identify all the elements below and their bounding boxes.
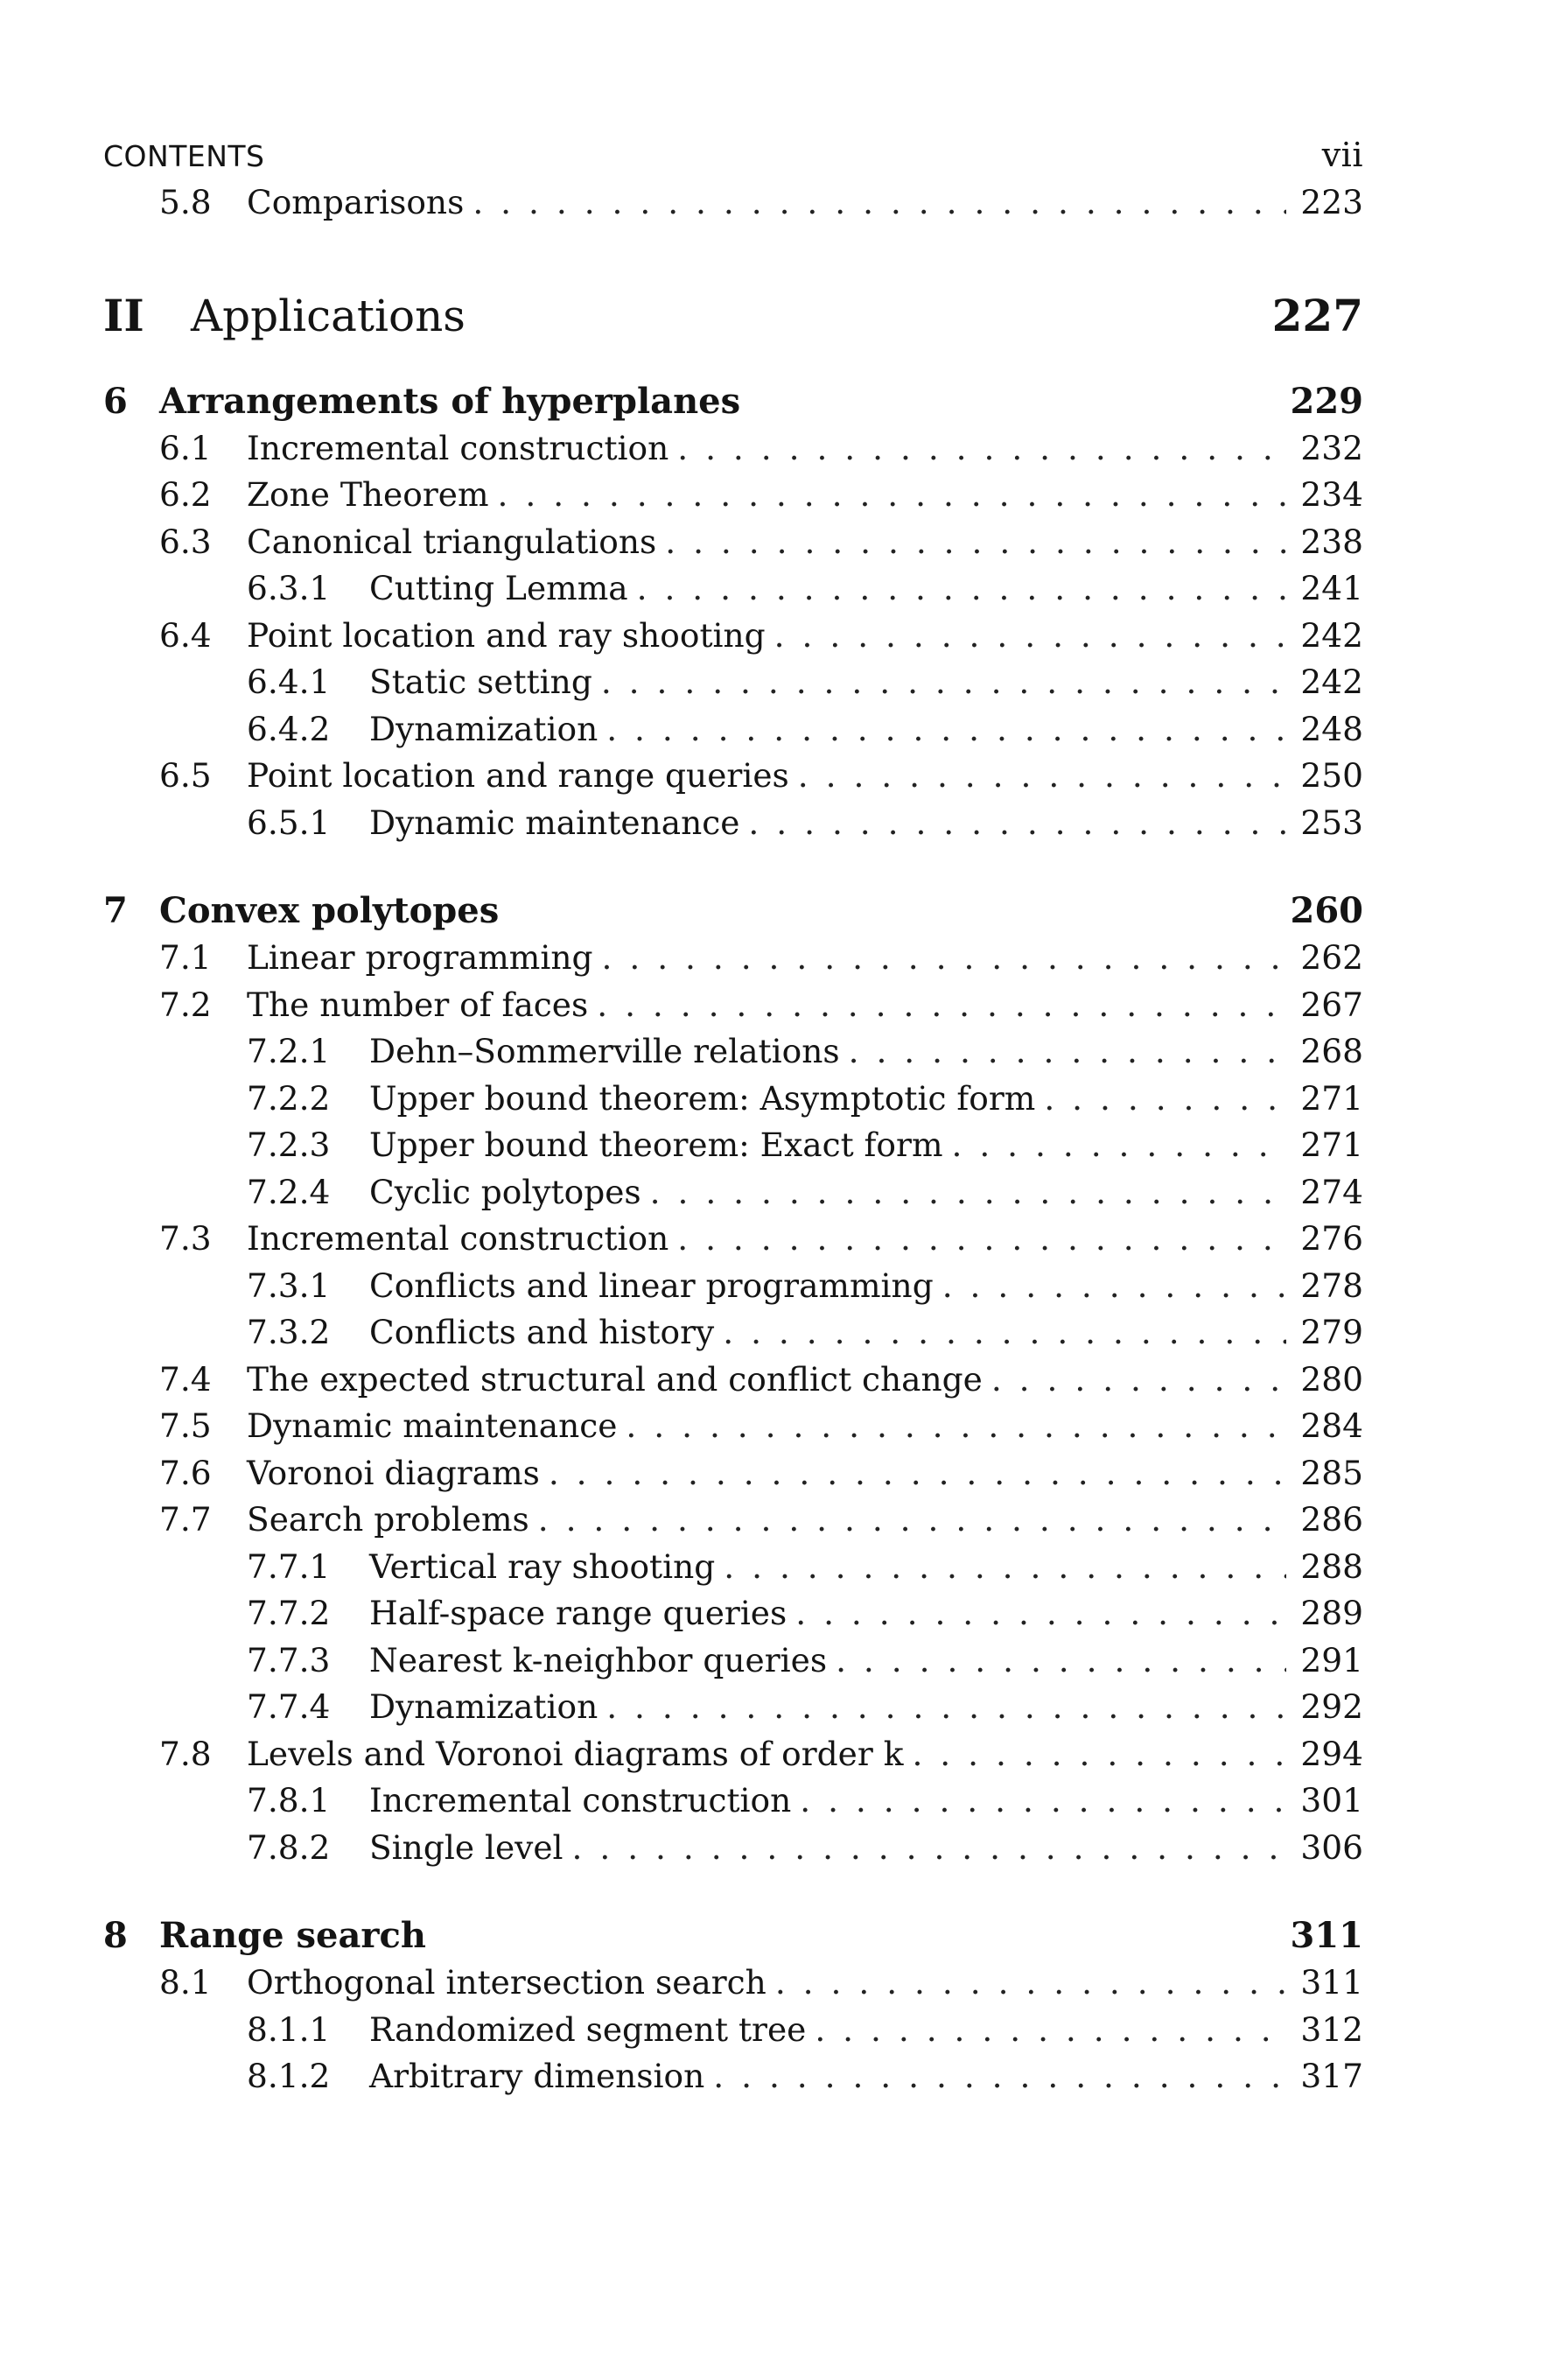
toc-entry-title: Incremental construction bbox=[247, 428, 669, 467]
toc-page bbox=[103, 136, 1363, 2104]
toc-entry-title: Range search bbox=[159, 1915, 426, 1956]
toc-entry-number: II bbox=[103, 289, 144, 341]
dot-leader bbox=[724, 1547, 1286, 1586]
toc-entry-page-number: 271 bbox=[1300, 1125, 1363, 1164]
toc-entry-number: 8.1.1 bbox=[247, 2009, 331, 2049]
toc-entry-title: Point location and ray shooting bbox=[247, 615, 766, 655]
toc-subsection-7-3-1[interactable] bbox=[103, 1266, 1363, 1314]
toc-entry-page-number: 289 bbox=[1300, 1594, 1363, 1632]
toc-entry-title: Upper bound theorem: Exact form bbox=[369, 1125, 943, 1164]
dot-leader bbox=[775, 1963, 1286, 2002]
toc-entry-page-number: 288 bbox=[1300, 1546, 1363, 1586]
dot-leader bbox=[549, 1454, 1286, 1492]
dot-leader bbox=[665, 522, 1286, 561]
toc-entry-number: 5.8 bbox=[159, 183, 212, 221]
toc-chapter-7[interactable] bbox=[103, 890, 1363, 938]
toc-part-II[interactable] bbox=[103, 290, 1363, 368]
dot-leader bbox=[472, 183, 1286, 221]
toc-entry-number: 7.3.2 bbox=[247, 1313, 331, 1351]
toc-entry-page-number: 286 bbox=[1300, 1500, 1363, 1539]
toc-entry-title: Zone Theorem bbox=[247, 475, 489, 514]
dot-leader bbox=[815, 2010, 1286, 2049]
toc-entry-page-number: 260 bbox=[1290, 890, 1363, 931]
toc-entry-number: 6.3.1 bbox=[247, 569, 331, 607]
dot-leader bbox=[774, 616, 1286, 655]
dot-leader bbox=[713, 2057, 1286, 2095]
toc-entry-title: Randomized segment tree bbox=[369, 2009, 807, 2049]
toc-entry-page-number: 223 bbox=[1300, 183, 1363, 221]
toc-entry-number: 7.7.3 bbox=[247, 1640, 331, 1679]
toc-entry-page-number: 291 bbox=[1300, 1640, 1363, 1679]
toc-entry-page-number: 292 bbox=[1300, 1687, 1363, 1726]
toc-entry-title: The number of faces bbox=[247, 985, 589, 1024]
dot-leader bbox=[912, 1735, 1286, 1773]
dot-leader bbox=[991, 1360, 1286, 1399]
toc-entry-number: 7.2 bbox=[159, 985, 212, 1024]
toc-entry-page-number: 274 bbox=[1300, 1172, 1363, 1211]
toc-entry-number: 6.4.1 bbox=[247, 663, 331, 701]
toc-section-7-2[interactable] bbox=[103, 985, 1363, 1033]
toc-entry-title: Voronoi diagrams bbox=[247, 1453, 540, 1492]
toc-chapter-8[interactable] bbox=[103, 1915, 1363, 1963]
toc-section-8-1[interactable] bbox=[103, 1963, 1363, 2010]
toc-entry-number: 7.5 bbox=[159, 1406, 212, 1445]
toc-entry-number: 6.2 bbox=[159, 475, 212, 514]
toc-entry-page-number: 227 bbox=[1271, 289, 1363, 341]
toc-entry-page-number: 267 bbox=[1300, 985, 1363, 1024]
toc-chapter-6[interactable] bbox=[103, 381, 1363, 429]
toc-entry-page-number: 317 bbox=[1300, 2057, 1363, 2095]
toc-entry-page-number: 312 bbox=[1300, 2009, 1363, 2049]
toc-section-6-2[interactable] bbox=[103, 475, 1363, 522]
toc-entry-page-number: 238 bbox=[1300, 522, 1363, 561]
toc-subsection-7-7-3[interactable] bbox=[103, 1641, 1363, 1688]
toc-subsection-7-2-2[interactable] bbox=[103, 1079, 1363, 1126]
toc-entry-title: Orthogonal intersection search bbox=[247, 1963, 766, 2002]
running-head-page-number: vii bbox=[1321, 136, 1363, 174]
toc-entry-page-number: 241 bbox=[1300, 569, 1363, 607]
dot-leader bbox=[597, 985, 1286, 1024]
toc-entry-title: Conflicts and linear programming bbox=[369, 1266, 934, 1305]
toc-subsection-6-4-1[interactable] bbox=[103, 663, 1363, 710]
toc-section-7-7[interactable] bbox=[103, 1500, 1363, 1547]
toc-entry-title: The expected structural and conflict change bbox=[247, 1359, 983, 1399]
toc-entry-page-number: 250 bbox=[1300, 756, 1363, 795]
toc-entry-number: 6.4 bbox=[159, 615, 212, 655]
toc-section-5-8[interactable] bbox=[103, 183, 1363, 230]
toc-entry-title: Linear programming bbox=[247, 938, 593, 977]
toc-entry-number: 6.1 bbox=[159, 428, 212, 467]
toc-entry-number: 7.7 bbox=[159, 1500, 212, 1539]
dot-leader bbox=[572, 1828, 1286, 1867]
toc-entry-page-number: 294 bbox=[1300, 1734, 1363, 1773]
toc-subsection-8-1-2[interactable] bbox=[103, 2057, 1363, 2104]
toc-entry-number: 7.3.1 bbox=[247, 1266, 331, 1305]
toc-entry-number: 7.3 bbox=[159, 1219, 212, 1258]
toc-entry-number: 7.7.1 bbox=[247, 1546, 331, 1586]
toc-entry-title: Comparisons bbox=[247, 183, 465, 221]
dot-leader bbox=[800, 1781, 1286, 1820]
dot-leader bbox=[798, 756, 1286, 795]
toc-entry-number: 7.7.2 bbox=[247, 1594, 331, 1632]
toc-entry-number: 7.8.1 bbox=[247, 1781, 331, 1820]
toc-section-7-8[interactable] bbox=[103, 1735, 1363, 1782]
toc-entry-title: Single level bbox=[369, 1827, 564, 1867]
toc-entry-page-number: 278 bbox=[1300, 1266, 1363, 1305]
toc-section-6-4[interactable] bbox=[103, 616, 1363, 663]
toc-entry-page-number: 284 bbox=[1300, 1406, 1363, 1445]
toc-entry-number: 6.5 bbox=[159, 756, 212, 795]
toc-entry-title: Point location and range queries bbox=[247, 756, 789, 795]
toc-entry-title: Upper bound theorem: Asymptotic form bbox=[369, 1078, 1036, 1118]
dot-leader bbox=[795, 1594, 1286, 1632]
toc-entry-title: Static setting bbox=[369, 663, 592, 701]
toc-entry-number: 7.8.2 bbox=[247, 1827, 331, 1867]
toc-entry-title: Arrangements of hyperplanes bbox=[159, 380, 741, 422]
toc-entry-page-number: 229 bbox=[1290, 380, 1363, 422]
toc-entry-title: Applications bbox=[191, 290, 466, 341]
running-head bbox=[103, 136, 1363, 183]
toc-entry-page-number: 242 bbox=[1300, 615, 1363, 655]
toc-entry-page-number: 234 bbox=[1300, 475, 1363, 514]
toc-entry-number: 6 bbox=[103, 380, 128, 422]
toc-entry-title: Dynamic maintenance bbox=[369, 803, 740, 842]
toc-entry-page-number: 271 bbox=[1300, 1078, 1363, 1118]
toc-entry-page-number: 268 bbox=[1300, 1032, 1363, 1070]
toc-entry-page-number: 279 bbox=[1300, 1313, 1363, 1351]
dot-leader bbox=[748, 803, 1286, 842]
toc-entry-title: Levels and Voronoi diagrams of order k bbox=[247, 1734, 904, 1773]
toc-entry-title: Dynamization bbox=[369, 1687, 598, 1726]
toc-entry-number: 6.4.2 bbox=[247, 709, 331, 748]
dot-leader bbox=[606, 710, 1286, 748]
dot-leader bbox=[538, 1500, 1286, 1539]
toc-subsection-7-7-4[interactable] bbox=[103, 1687, 1363, 1735]
toc-entry-number: 8 bbox=[103, 1915, 128, 1956]
toc-entry-number: 7.1 bbox=[159, 938, 212, 977]
toc-subsection-7-2-4[interactable] bbox=[103, 1173, 1363, 1220]
toc-entry-page-number: 301 bbox=[1300, 1781, 1363, 1820]
toc-subsection-8-1-1[interactable] bbox=[103, 2010, 1363, 2058]
toc-entry-page-number: 232 bbox=[1300, 428, 1363, 467]
dot-leader bbox=[677, 1219, 1286, 1258]
toc-entry-title: Incremental construction bbox=[247, 1219, 669, 1258]
dot-leader bbox=[849, 1032, 1286, 1070]
toc-entry-number: 6.5.1 bbox=[247, 803, 331, 842]
toc-section-7-6[interactable] bbox=[103, 1454, 1363, 1501]
toc-entry-number: 8.1.2 bbox=[247, 2057, 331, 2095]
toc-entry-title: Half-space range queries bbox=[369, 1594, 788, 1632]
toc-subsection-7-7-1[interactable] bbox=[103, 1547, 1363, 1595]
toc-entry-number: 7.4 bbox=[159, 1359, 212, 1399]
toc-subsection-6-4-2[interactable] bbox=[103, 710, 1363, 757]
toc-section-7-1[interactable] bbox=[103, 938, 1363, 985]
toc-entry-title: Dehn–Sommerville relations bbox=[369, 1032, 840, 1070]
toc-entry-page-number: 306 bbox=[1300, 1827, 1363, 1867]
toc-section-6-5[interactable] bbox=[103, 756, 1363, 803]
toc-entry-page-number: 311 bbox=[1290, 1915, 1363, 1956]
dot-leader bbox=[836, 1641, 1286, 1679]
toc-subsection-6-3-1[interactable] bbox=[103, 569, 1363, 616]
dot-leader bbox=[952, 1125, 1287, 1164]
dot-leader bbox=[677, 429, 1286, 467]
toc-section-6-3[interactable] bbox=[103, 522, 1363, 570]
toc-entry-title: Arbitrary dimension bbox=[369, 2057, 705, 2095]
dot-leader bbox=[1044, 1079, 1286, 1118]
toc-section-6-1[interactable] bbox=[103, 429, 1363, 476]
toc-entry-title: Search problems bbox=[247, 1500, 529, 1539]
toc-entry-number: 7.2.1 bbox=[247, 1032, 331, 1070]
toc-entry-title: Incremental construction bbox=[369, 1781, 792, 1820]
toc-entry-number: 7.2.4 bbox=[247, 1172, 331, 1211]
toc-entry-number: 7 bbox=[103, 890, 128, 931]
toc-entry-title: Dynamization bbox=[369, 709, 598, 748]
toc-entry-number: 7.2.2 bbox=[247, 1078, 331, 1118]
toc-subsection-7-8-1[interactable] bbox=[103, 1781, 1363, 1828]
dot-leader bbox=[650, 1173, 1286, 1211]
toc-entry-page-number: 285 bbox=[1300, 1453, 1363, 1492]
toc-entry-title: Conflicts and history bbox=[369, 1313, 715, 1351]
toc-subsection-7-8-2[interactable] bbox=[103, 1828, 1363, 1876]
toc-section-7-4[interactable] bbox=[103, 1360, 1363, 1407]
dot-leader bbox=[498, 475, 1286, 514]
toc-entry-number: 8.1 bbox=[159, 1963, 212, 2002]
running-head-title: CONTENTS bbox=[103, 139, 265, 173]
toc-entry-number: 6.3 bbox=[159, 522, 212, 561]
toc-entries bbox=[103, 183, 1363, 2104]
toc-entry-page-number: 311 bbox=[1300, 1963, 1363, 2002]
toc-entry-title: Vertical ray shooting bbox=[369, 1546, 716, 1586]
dot-leader bbox=[606, 1687, 1286, 1726]
toc-entry-title: Dynamic maintenance bbox=[247, 1406, 618, 1445]
dot-leader bbox=[637, 569, 1286, 607]
toc-subsection-7-7-2[interactable] bbox=[103, 1594, 1363, 1641]
toc-entry-page-number: 253 bbox=[1300, 803, 1363, 842]
dot-leader bbox=[626, 1406, 1286, 1445]
toc-entry-number: 7.2.3 bbox=[247, 1125, 331, 1164]
toc-subsection-7-3-2[interactable] bbox=[103, 1313, 1363, 1360]
toc-section-7-5[interactable] bbox=[103, 1406, 1363, 1454]
dot-leader bbox=[602, 938, 1286, 977]
dot-leader bbox=[723, 1313, 1286, 1351]
toc-subsection-6-5-1[interactable] bbox=[103, 803, 1363, 851]
dot-leader bbox=[942, 1266, 1286, 1305]
toc-entry-page-number: 248 bbox=[1300, 709, 1363, 748]
toc-entry-page-number: 262 bbox=[1300, 938, 1363, 977]
toc-entry-title: Cutting Lemma bbox=[369, 569, 628, 607]
toc-subsection-7-2-3[interactable] bbox=[103, 1125, 1363, 1173]
toc-section-7-3[interactable] bbox=[103, 1219, 1363, 1266]
toc-entry-title: Cyclic polytopes bbox=[369, 1172, 641, 1211]
toc-subsection-7-2-1[interactable] bbox=[103, 1032, 1363, 1079]
toc-entry-title: Canonical triangulations bbox=[247, 522, 657, 561]
toc-entry-page-number: 280 bbox=[1300, 1359, 1363, 1399]
toc-entry-title: Nearest k-neighbor queries bbox=[369, 1640, 828, 1679]
dot-leader bbox=[601, 663, 1286, 701]
toc-entry-number: 7.7.4 bbox=[247, 1687, 331, 1726]
toc-entry-page-number: 242 bbox=[1300, 663, 1363, 701]
toc-entry-number: 7.6 bbox=[159, 1453, 212, 1492]
toc-entry-number: 7.8 bbox=[159, 1734, 212, 1773]
toc-entry-page-number: 276 bbox=[1300, 1219, 1363, 1258]
toc-entry-title: Convex polytopes bbox=[159, 890, 500, 931]
